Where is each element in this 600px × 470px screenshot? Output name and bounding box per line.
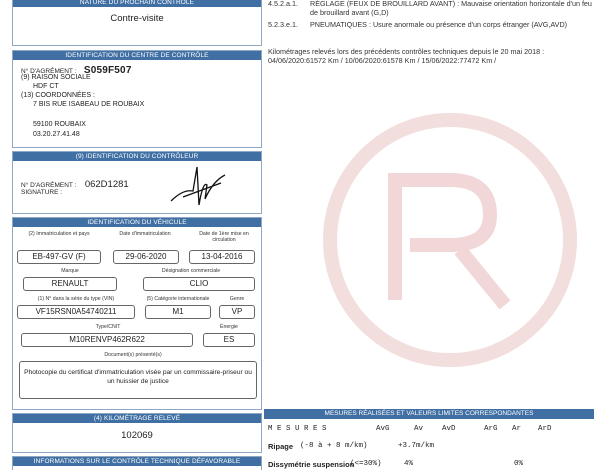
immat-label: (2) Immatriculation et pays (28, 231, 90, 237)
defaut-text: PNEUMATIQUES : Usure anormale ou présence d'un corps étranger (AVG,AVD) (310, 20, 568, 29)
categorie-box: M1 (145, 305, 211, 319)
mesure-row-ripage (264, 440, 594, 452)
controleur-header: (9) IDENTIFICATION DU CONTRÔLEUR (13, 152, 261, 161)
defaut-code: 5.2.3.e.1. (268, 20, 298, 29)
dissymetrie-label: Dissymétrie suspension (268, 460, 355, 469)
genre-box: VP (219, 305, 255, 319)
genre-label: Genre (229, 296, 245, 302)
type-box: M10RENVP462R622 (21, 333, 193, 347)
centre-phone: 03.20.27.41.48 (33, 131, 80, 138)
vin-box: VF15RSN0A54740211 (17, 305, 135, 319)
ripage-limit: (-8 à + 8 m/km) (300, 442, 368, 450)
ripage-av-value: +3.7m/km (398, 442, 435, 450)
mesure-row-dissymetrie (264, 458, 594, 470)
designation-label: Désignation commerciale (161, 268, 221, 274)
mesures-header: MESURES RÉALISÉES ET VALEURS LIMITES CORRESPONDANTES (264, 409, 594, 419)
col-av: Av (414, 425, 424, 433)
centre-agrement-label: N° D'AGRÉMENT : (21, 68, 77, 75)
date-circ-box: 13-04-2016 (189, 250, 255, 264)
categorie-label: (5) Catégorie internationale (146, 296, 210, 302)
kilometrage-header: (4) KILOMÉTRAGE RELEVÉ (13, 414, 261, 423)
col-arg: ArG (484, 425, 498, 433)
designation-box: CLIO (143, 277, 255, 291)
date-circ-label: Date de 1ère mise en circulation (199, 231, 249, 243)
col-ard: ArD (538, 425, 552, 433)
dissymetrie-avg-value: 4% (404, 460, 414, 468)
centre-address: 7 BIS RUE ISABEAU DE ROUBAIX (33, 101, 145, 108)
marque-box: RENAULT (23, 277, 117, 291)
mesures-columns-row (264, 423, 594, 435)
centre-panel (12, 50, 262, 148)
vin-label: (1) N° dans la série du type (VIN) (37, 296, 115, 302)
watermark-logo (300, 70, 600, 410)
centre-raison-label: (9) RAISON SOCIALE (21, 74, 91, 81)
vehicule-header: IDENTIFICATION DU VÉHICULE (13, 218, 261, 227)
date-immat-label: Date d'immatriculation (119, 231, 171, 237)
nature-header: NATURE DU PROCHAIN CONTRÔLE (13, 0, 261, 7)
kilometrage-value: 102069 (121, 430, 153, 441)
col-mesures: M E S U R E S (268, 425, 327, 433)
nature-panel (12, 0, 262, 46)
dissymetrie-ard-value: 0% (514, 460, 524, 468)
controleur-agrement-label: N° D'AGRÉMENT : (21, 182, 77, 189)
marque-label: Marque (61, 268, 79, 274)
date-immat-box: 29-06-2020 (113, 250, 179, 264)
centre-coord-label: (13) COORDONNÉES : (21, 92, 95, 99)
defaut-code: 4.5.2.a.1. (268, 0, 298, 8)
centre-city: 59100 ROUBAIX (33, 121, 86, 128)
centre-header: IDENTIFICATION DU CENTRE DE CONTRÔLE (13, 51, 261, 60)
col-avd: AvD (442, 425, 456, 433)
documents-box: Photocopie du certificat d'immatriculation visée par un commissaire-priseur ou un huissier de justice (19, 361, 257, 399)
km-history: Kilométrages relevés lors des précédents contrôles techniques depuis le 20 mai 2018 : 04/06/2020:61572 Km / 10/06/2020:61578 Km / 15/06/2022:77472 Km / (268, 47, 545, 65)
controleur-panel (12, 151, 262, 214)
informations-panel (12, 456, 262, 470)
immat-box: EB-497-GV (F) (17, 250, 101, 264)
centre-raison-value: HDF CT (33, 83, 59, 90)
centre-agrement-value: S059F507 (83, 65, 132, 76)
documents-label: Document(s) présenté(s) (104, 352, 162, 358)
signature-scribble (163, 161, 233, 211)
signature-label: SIGNATURE : (21, 189, 63, 196)
informations-header: INFORMATIONS SUR LE CONTRÔLE TECHNIQUE DÉFAVORABLE (13, 457, 261, 466)
type-label: Type/CNIT (95, 324, 121, 330)
energie-label: Énergie (220, 324, 238, 330)
col-ar: Ar (512, 425, 522, 433)
energie-box: ES (203, 333, 255, 347)
controleur-agrement-value: 062D1281 (84, 179, 129, 190)
ripage-label: Ripage (268, 442, 294, 451)
defaut-text: RÉGLAGE (FEUX DE BROUILLARD AVANT) : Mauvaise orientation horizontale d'un feu de brouillard avant (G,D) (310, 0, 592, 17)
dissymetrie-limit: (<=30%) (350, 460, 382, 468)
col-avg: AvG (376, 425, 390, 433)
nature-value: Contre-visite (110, 13, 164, 24)
vehicule-panel (12, 217, 262, 410)
kilometrage-panel (12, 413, 262, 453)
